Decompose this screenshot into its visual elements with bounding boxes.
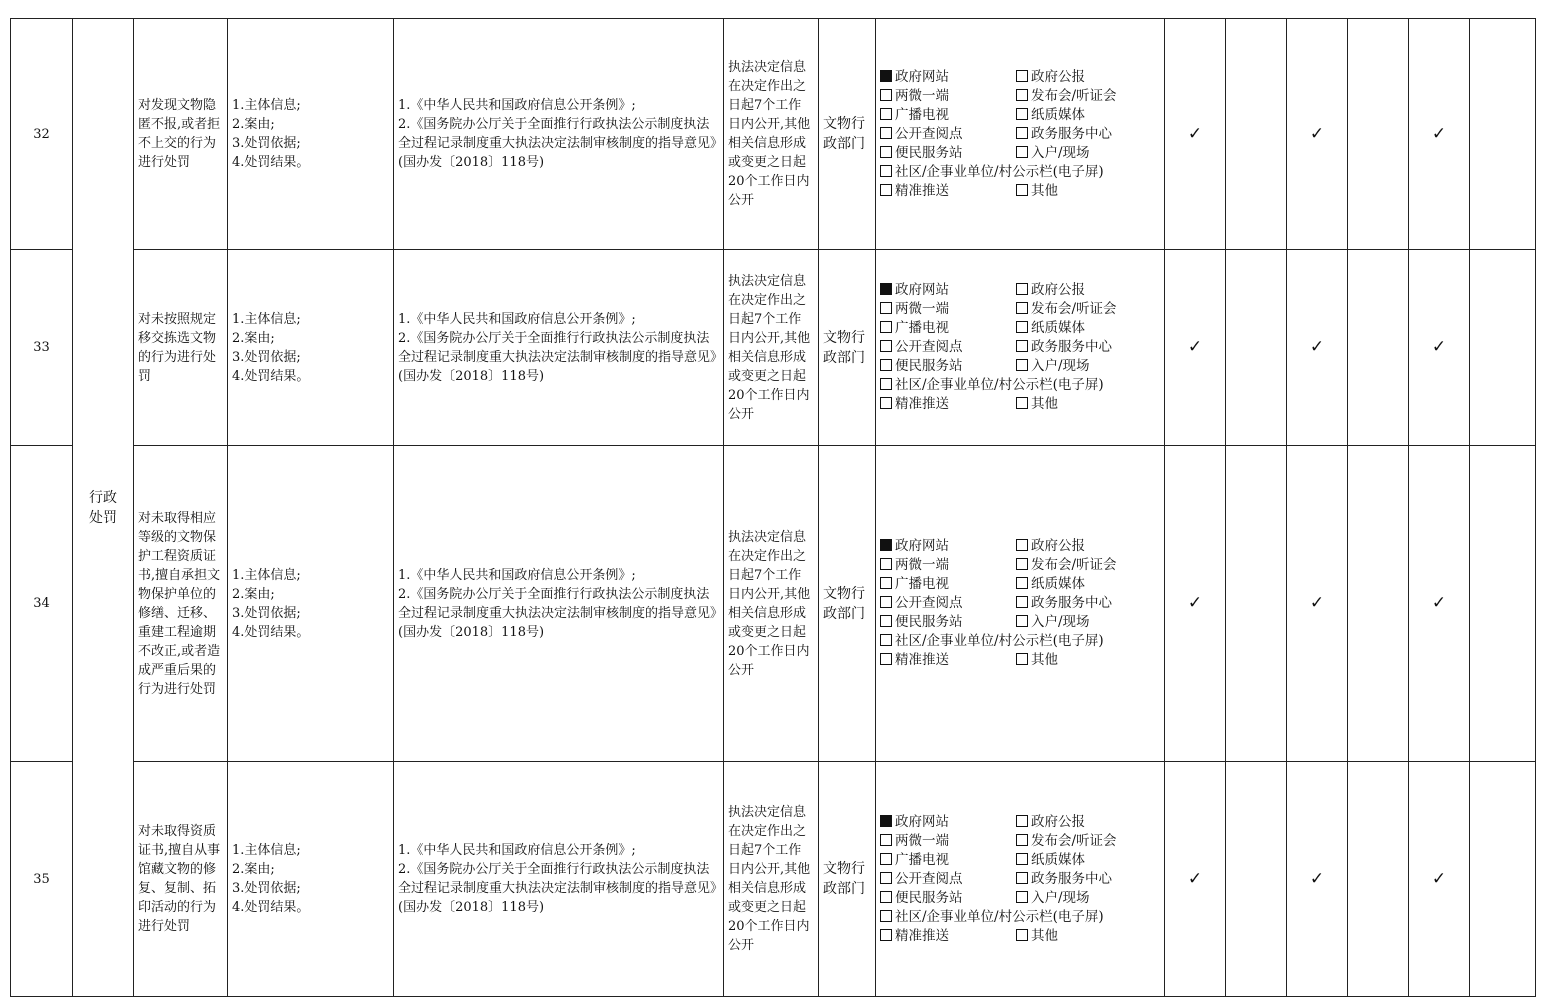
channel-option [1016, 613, 1160, 632]
channel-option [880, 106, 1016, 125]
row-number: 35 [11, 762, 73, 997]
channel-option [1016, 832, 1160, 851]
unchecked-box-icon [1016, 302, 1028, 314]
channel-option [1016, 357, 1160, 376]
channel-option [880, 376, 1160, 395]
unchecked-box-icon [880, 891, 892, 903]
channel-label: 政务服务中心 [1031, 125, 1112, 142]
check-mark-cell: ✓ [1287, 250, 1348, 446]
channel-option [1016, 651, 1160, 670]
unchecked-box-icon [1016, 108, 1028, 120]
unchecked-box-icon [880, 653, 892, 665]
time-limit-cell: 执法决定信息在决定作出之日起7个工作日内公开,其他相关信息形成或变更之日起20个工作日内公开 [724, 762, 819, 997]
unchecked-box-icon [1016, 359, 1028, 371]
unchecked-box-icon [880, 397, 892, 409]
empty-cell [1348, 250, 1409, 446]
channel-option [1016, 575, 1160, 594]
channel-option [1016, 319, 1160, 338]
channel-label: 其他 [1031, 396, 1058, 412]
channel-label: 广播电视 [895, 106, 949, 123]
channel-label: 纸质媒体 [1031, 106, 1085, 123]
empty-cell [1348, 446, 1409, 762]
empty-cell [1226, 250, 1287, 446]
empty-cell [1470, 762, 1536, 997]
channel-option [880, 851, 1016, 870]
channel-option [880, 632, 1160, 651]
unchecked-box-icon [880, 596, 892, 608]
channel-option [880, 832, 1016, 851]
content-items-cell: 1.主体信息; 2.案由; 3.处罚依据; 4.处罚结果。 [228, 762, 394, 997]
channel-option [880, 613, 1016, 632]
channels-cell [876, 762, 1165, 997]
unchecked-box-icon [1016, 146, 1028, 158]
basis-cell: 1.《中华人民共和国政府信息公开条例》; 2.《国务院办公厅关于全面推行行政执法公示制度执法全过程记录制度重大执法决定法制审核制度的指导意见》(国办发〔2018〕118号) [394, 762, 724, 997]
channel-option [880, 68, 1016, 87]
channel-label: 发布会/听证会 [1031, 301, 1117, 317]
unchecked-box-icon [1016, 340, 1028, 352]
row-number: 33 [11, 250, 73, 446]
channel-label: 精准推送 [895, 927, 949, 944]
channel-label: 两微一端 [895, 301, 949, 317]
unchecked-box-icon [1016, 184, 1028, 196]
checked-box-icon [880, 70, 892, 82]
channel-option [880, 927, 1016, 946]
unchecked-box-icon [880, 340, 892, 352]
unchecked-box-icon [1016, 853, 1028, 865]
unchecked-box-icon [1016, 539, 1028, 551]
checked-box-icon [880, 283, 892, 295]
channel-option [1016, 87, 1160, 106]
check-mark-cell: ✓ [1165, 19, 1226, 250]
department-cell: 文物行 政部门 [819, 762, 876, 997]
channel-label: 公开查阅点 [895, 870, 963, 887]
channel-label: 政务服务中心 [1031, 339, 1112, 355]
channel-option [880, 537, 1016, 556]
unchecked-box-icon [1016, 891, 1028, 903]
channel-option [880, 575, 1016, 594]
time-limit-cell: 执法决定信息在决定作出之日起7个工作日内公开,其他相关信息形成或变更之日起20个工作日内公开 [724, 446, 819, 762]
channel-option [880, 870, 1016, 889]
channel-option [1016, 395, 1160, 414]
channel-label: 政府公报 [1031, 68, 1085, 85]
channels-cell [876, 250, 1165, 446]
channel-label: 广播电视 [895, 576, 949, 592]
table-row [11, 446, 1536, 762]
checked-box-icon [880, 539, 892, 551]
channel-option [880, 813, 1016, 832]
channel-label: 政务服务中心 [1031, 870, 1112, 887]
department-cell: 文物行 政部门 [819, 250, 876, 446]
item-cell: 对未按照规定移交拣选文物的行为进行处罚 [134, 250, 228, 446]
channel-label: 社区/企事业单位/村公示栏(电子屏) [895, 377, 1104, 393]
channel-label: 便民服务站 [895, 144, 963, 161]
check-mark-cell: ✓ [1409, 250, 1470, 446]
channel-label: 公开查阅点 [895, 125, 963, 142]
channel-option [880, 319, 1016, 338]
time-limit-cell: 执法决定信息在决定作出之日起7个工作日内公开,其他相关信息形成或变更之日起20个工作日内公开 [724, 19, 819, 250]
unchecked-box-icon [880, 321, 892, 333]
channel-option [880, 87, 1016, 106]
department-cell: 文物行 政部门 [819, 446, 876, 762]
unchecked-box-icon [1016, 127, 1028, 139]
channel-option [880, 395, 1016, 414]
unchecked-box-icon [880, 378, 892, 390]
unchecked-box-icon [880, 634, 892, 646]
channel-label: 政府网站 [895, 813, 949, 830]
channel-option [880, 594, 1016, 613]
empty-cell [1226, 762, 1287, 997]
empty-cell [1470, 250, 1536, 446]
unchecked-box-icon [880, 127, 892, 139]
unchecked-box-icon [1016, 577, 1028, 589]
channel-option [1016, 338, 1160, 357]
unchecked-box-icon [880, 89, 892, 101]
channel-option [880, 163, 1160, 182]
checked-box-icon [880, 815, 892, 827]
check-mark-cell: ✓ [1409, 19, 1470, 250]
channel-label: 政府公报 [1031, 813, 1085, 830]
empty-cell [1470, 19, 1536, 250]
channel-option [1016, 281, 1160, 300]
channel-option [880, 300, 1016, 319]
unchecked-box-icon [880, 359, 892, 371]
basis-cell: 1.《中华人民共和国政府信息公开条例》; 2.《国务院办公厅关于全面推行行政执法公示制度执法全过程记录制度重大执法决定法制审核制度的指导意见》(国办发〔2018〕118号) [394, 19, 724, 250]
check-mark-cell: ✓ [1165, 446, 1226, 762]
channel-label: 精准推送 [895, 652, 949, 668]
unchecked-box-icon [1016, 397, 1028, 409]
content-items-cell: 1.主体信息; 2.案由; 3.处罚依据; 4.处罚结果。 [228, 446, 394, 762]
check-mark-cell: ✓ [1409, 446, 1470, 762]
channel-label: 广播电视 [895, 851, 949, 868]
channel-label: 公开查阅点 [895, 339, 963, 355]
basis-cell: 1.《中华人民共和国政府信息公开条例》; 2.《国务院办公厅关于全面推行行政执法公示制度执法全过程记录制度重大执法决定法制审核制度的指导意见》(国办发〔2018〕118号) [394, 250, 724, 446]
empty-cell [1226, 446, 1287, 762]
channel-label: 其他 [1031, 652, 1058, 668]
disclosure-table [10, 18, 1536, 996]
channel-label: 公开查阅点 [895, 595, 963, 611]
empty-cell [1470, 446, 1536, 762]
channel-option [1016, 927, 1160, 946]
content-items-cell: 1.主体信息; 2.案由; 3.处罚依据; 4.处罚结果。 [228, 19, 394, 250]
check-mark-cell: ✓ [1287, 446, 1348, 762]
check-mark-cell: ✓ [1287, 762, 1348, 997]
unchecked-box-icon [1016, 815, 1028, 827]
channel-option [1016, 813, 1160, 832]
item-cell: 对发现文物隐匿不报,或者拒不上交的行为进行处罚 [134, 19, 228, 250]
channel-option [880, 651, 1016, 670]
channel-label: 便民服务站 [895, 358, 963, 374]
channel-option [1016, 537, 1160, 556]
channel-label: 其他 [1031, 927, 1058, 944]
channel-label: 发布会/听证会 [1031, 832, 1117, 849]
channel-label: 精准推送 [895, 396, 949, 412]
unchecked-box-icon [880, 853, 892, 865]
channel-label: 纸质媒体 [1031, 320, 1085, 336]
channels-cell [876, 446, 1165, 762]
channel-option [880, 556, 1016, 575]
channel-option [1016, 594, 1160, 613]
unchecked-box-icon [1016, 929, 1028, 941]
unchecked-box-icon [1016, 834, 1028, 846]
time-limit-cell: 执法决定信息在决定作出之日起7个工作日内公开,其他相关信息形成或变更之日起20个工作日内公开 [724, 250, 819, 446]
unchecked-box-icon [880, 577, 892, 589]
channel-label: 政府网站 [895, 282, 949, 298]
channel-label: 政府网站 [895, 538, 949, 554]
check-mark-cell: ✓ [1165, 762, 1226, 997]
channels-cell [876, 19, 1165, 250]
unchecked-box-icon [1016, 89, 1028, 101]
table-row [11, 762, 1536, 997]
unchecked-box-icon [880, 910, 892, 922]
channel-option [880, 357, 1016, 376]
unchecked-box-icon [880, 146, 892, 158]
unchecked-box-icon [1016, 615, 1028, 627]
channel-label: 发布会/听证会 [1031, 87, 1117, 104]
channel-option [1016, 300, 1160, 319]
channel-label: 入户/现场 [1031, 614, 1090, 630]
check-mark-cell: ✓ [1165, 250, 1226, 446]
channel-label: 纸质媒体 [1031, 576, 1085, 592]
item-cell: 对未取得资质证书,擅自从事馆藏文物的修复、复制、拓印活动的行为进行处罚 [134, 762, 228, 997]
channel-option [880, 908, 1160, 927]
unchecked-box-icon [1016, 321, 1028, 333]
channel-label: 社区/企事业单位/村公示栏(电子屏) [895, 908, 1104, 925]
unchecked-box-icon [880, 108, 892, 120]
channel-option [880, 182, 1016, 201]
channel-option [1016, 106, 1160, 125]
channel-label: 入户/现场 [1031, 358, 1090, 374]
channel-option [1016, 68, 1160, 87]
channel-label: 政府公报 [1031, 538, 1085, 554]
channel-label: 纸质媒体 [1031, 851, 1085, 868]
check-mark-cell: ✓ [1409, 762, 1470, 997]
channel-option [880, 144, 1016, 163]
department-cell: 文物行 政部门 [819, 19, 876, 250]
unchecked-box-icon [880, 558, 892, 570]
content-items-cell: 1.主体信息; 2.案由; 3.处罚依据; 4.处罚结果。 [228, 250, 394, 446]
empty-cell [1348, 762, 1409, 997]
channel-label: 发布会/听证会 [1031, 557, 1117, 573]
unchecked-box-icon [880, 165, 892, 177]
row-number: 32 [11, 19, 73, 250]
channel-list [880, 281, 1160, 414]
channel-label: 其他 [1031, 182, 1058, 199]
unchecked-box-icon [880, 872, 892, 884]
unchecked-box-icon [880, 834, 892, 846]
check-mark-cell: ✓ [1287, 19, 1348, 250]
table-row [11, 19, 1536, 250]
channel-label: 入户/现场 [1031, 889, 1090, 906]
channel-option [1016, 144, 1160, 163]
category-cell: 行政 处罚 [73, 19, 134, 997]
basis-cell: 1.《中华人民共和国政府信息公开条例》; 2.《国务院办公厅关于全面推行行政执法公示制度执法全过程记录制度重大执法决定法制审核制度的指导意见》(国办发〔2018〕118号) [394, 446, 724, 762]
channel-option [1016, 870, 1160, 889]
unchecked-box-icon [1016, 70, 1028, 82]
channel-label: 两微一端 [895, 557, 949, 573]
channel-option [880, 889, 1016, 908]
channel-label: 政务服务中心 [1031, 595, 1112, 611]
channel-label: 精准推送 [895, 182, 949, 199]
channel-list [880, 537, 1160, 670]
channel-label: 两微一端 [895, 87, 949, 104]
unchecked-box-icon [1016, 653, 1028, 665]
unchecked-box-icon [880, 184, 892, 196]
channel-option [1016, 125, 1160, 144]
channel-list [880, 68, 1160, 201]
channel-label: 政府网站 [895, 68, 949, 85]
unchecked-box-icon [880, 929, 892, 941]
channel-option [1016, 182, 1160, 201]
unchecked-box-icon [880, 302, 892, 314]
row-number: 34 [11, 446, 73, 762]
channel-option [880, 125, 1016, 144]
channel-label: 两微一端 [895, 832, 949, 849]
channel-label: 便民服务站 [895, 614, 963, 630]
unchecked-box-icon [1016, 283, 1028, 295]
unchecked-box-icon [1016, 558, 1028, 570]
channel-label: 广播电视 [895, 320, 949, 336]
table-row [11, 250, 1536, 446]
channel-label: 便民服务站 [895, 889, 963, 906]
unchecked-box-icon [880, 615, 892, 627]
channel-option [1016, 851, 1160, 870]
channel-option [1016, 556, 1160, 575]
channel-label: 入户/现场 [1031, 144, 1090, 161]
empty-cell [1226, 19, 1287, 250]
channel-label: 政府公报 [1031, 282, 1085, 298]
channel-label: 社区/企事业单位/村公示栏(电子屏) [895, 163, 1104, 180]
unchecked-box-icon [1016, 872, 1028, 884]
empty-cell [1348, 19, 1409, 250]
channel-option [1016, 889, 1160, 908]
channel-option [880, 281, 1016, 300]
item-cell: 对未取得相应等级的文物保护工程资质证书,擅自承担文物保护单位的修缮、迁移、重建工程逾期不改正,或者造成严重后果的行为进行处罚 [134, 446, 228, 762]
channel-label: 社区/企事业单位/村公示栏(电子屏) [895, 633, 1104, 649]
channel-option [880, 338, 1016, 357]
channel-list [880, 813, 1160, 946]
unchecked-box-icon [1016, 596, 1028, 608]
